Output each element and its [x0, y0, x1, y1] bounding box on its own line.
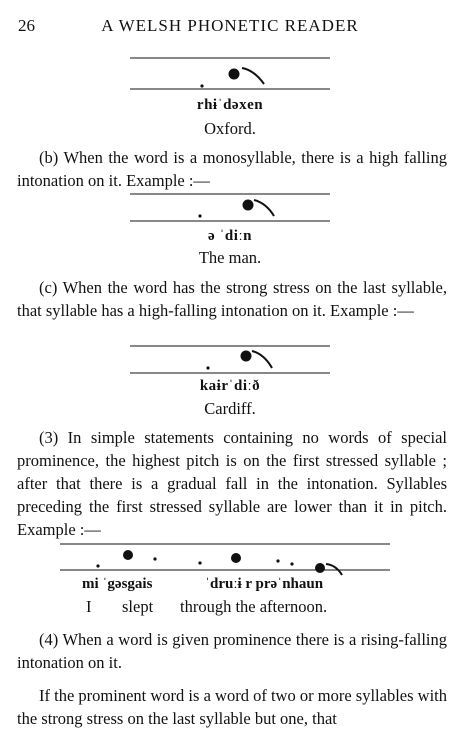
gloss-oxford: Oxford. [204, 119, 256, 138]
phonetic-slept-2: ˈdruːɨ r prəˈnhaun [205, 576, 324, 592]
phonetic-the-man: ə ˈdiːn [208, 228, 252, 244]
paragraph-c: (c) When the word has the strong stress on the last syllable, that syllable has a high-falling intonation on it. Example :— [17, 278, 447, 320]
running-header [16, 16, 444, 40]
gloss-cardiff: Cardiff. [204, 399, 256, 418]
paragraph-b: (b) When the word is a monosyllable, there is a high falling intonation on it. Example :— [17, 148, 447, 190]
paragraph-3: (3) In simple statements containing no words of special prominence, the highest pitch is on the first stressed syllable ; after that there is a gradual fall in the intonation. Syllables preceding the first stressed syllable are lower than it in pitch. Example :— [17, 428, 447, 539]
intonation-diagram-slept [60, 542, 390, 576]
phonetic-cardiff: kaɨrˈdiːð [199, 378, 261, 394]
gloss-slept-3: through the afternoon. [180, 597, 328, 616]
paragraph-4: (4) When a word is given prominence there is a rising-falling intonation on it. [17, 630, 447, 672]
gloss-the-man: The man. [198, 248, 262, 267]
intonation-diagram-the-man [130, 192, 330, 226]
gloss-slept-2: slept [122, 597, 154, 616]
paragraph-5: If the prominent word is a word of two or more syllables with the strong stress on the last syllable but one, that [17, 686, 447, 728]
page-number: 26 [18, 16, 35, 35]
intonation-diagram-cardiff [130, 344, 330, 378]
intonation-diagram-oxford [130, 56, 330, 96]
running-title: A WELSH PHONETIC READER [101, 16, 359, 35]
phonetic-oxford: rhɨˈdəxen [196, 97, 264, 113]
phonetic-slept-1: mi ˈgəsgais [82, 576, 153, 592]
gloss-slept-1: I [86, 597, 92, 616]
